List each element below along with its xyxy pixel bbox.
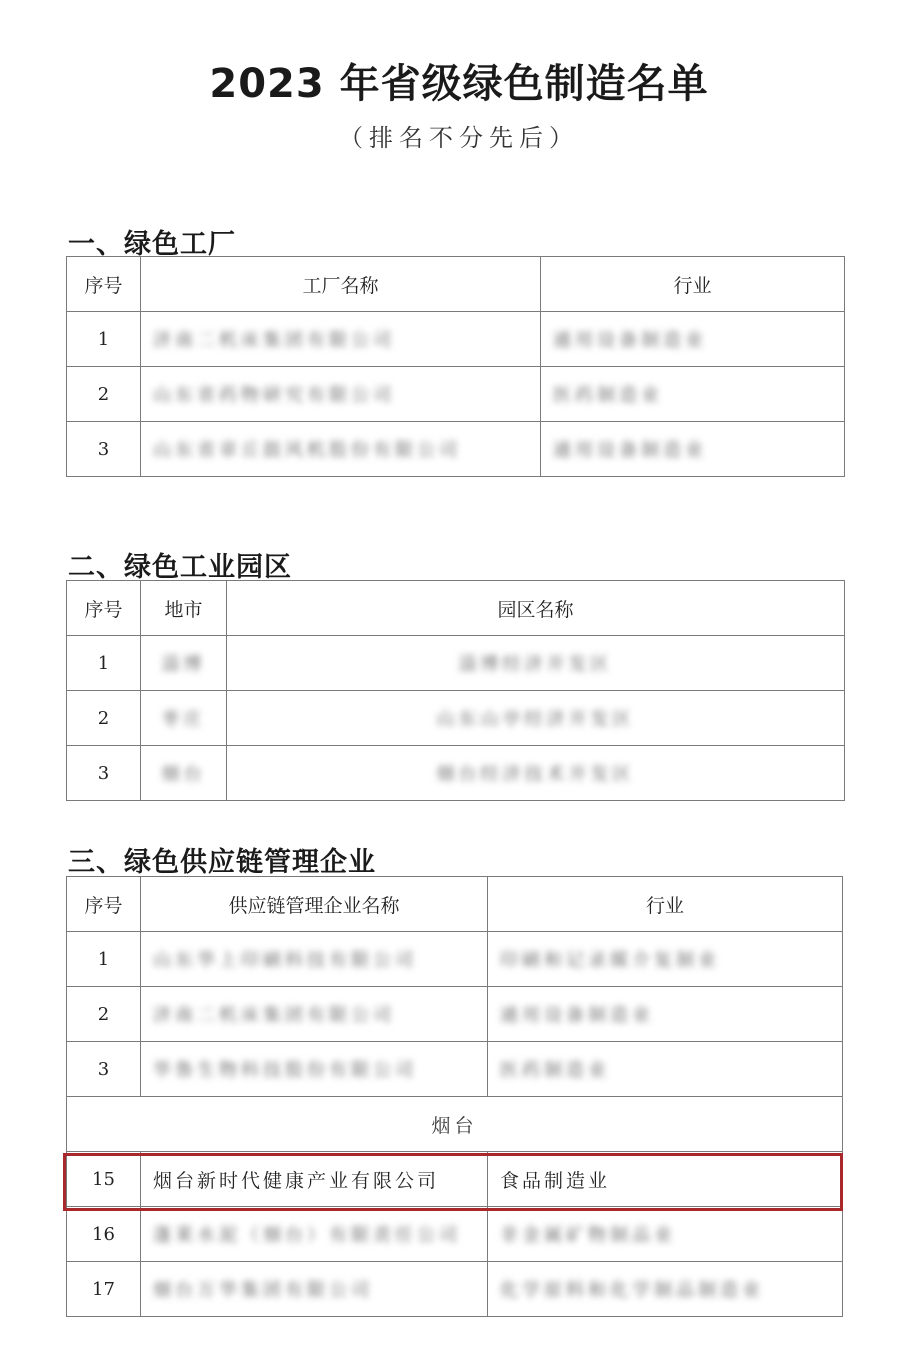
park-name: 淄博经济开发区 [458, 654, 613, 675]
table-row [67, 691, 845, 746]
section-heading-green-park: 二、绿色工业园区 [68, 552, 292, 583]
highlight-box [63, 1153, 843, 1211]
green-supply-chain-table [66, 876, 843, 1317]
row-num: 3 [67, 1042, 141, 1097]
table-row [67, 1262, 843, 1317]
park-name: 烟台经济技术开发区 [436, 764, 635, 785]
table-row [67, 1042, 843, 1097]
row-num: 15 [67, 1152, 141, 1207]
page-subtitle: （排名不分先后） [339, 124, 579, 152]
col-header-num: 序号 [67, 257, 141, 312]
row-num: 2 [67, 987, 141, 1042]
row-num: 17 [67, 1262, 141, 1317]
section-heading-green-supply-chain: 三、绿色供应链管理企业 [68, 847, 376, 878]
table-header-row [67, 581, 845, 636]
row-num: 3 [67, 746, 141, 801]
table-row [67, 367, 845, 422]
factory-name: 山东省药物研究有限公司 [153, 385, 395, 406]
section-heading-green-factory: 一、绿色工厂 [68, 229, 236, 260]
industry: 医药制造业 [553, 385, 663, 406]
row-num: 1 [67, 312, 141, 367]
table-row [67, 746, 845, 801]
col-header-num: 序号 [67, 877, 141, 932]
industry: 通用设备制造业 [553, 440, 707, 461]
table-row [67, 987, 843, 1042]
col-header-park-name: 园区名称 [227, 581, 845, 636]
factory-name: 济南二机床集团有限公司 [153, 330, 395, 351]
city: 烟台 [161, 764, 206, 785]
industry: 食品制造业 [488, 1152, 843, 1207]
table-header-row [67, 877, 843, 932]
company-name: 蓬莱水泥（烟台）有限责任公司 [153, 1225, 461, 1246]
industry: 医药制造业 [500, 1060, 610, 1081]
industry: 通用设备制造业 [500, 1005, 654, 1026]
table-row [67, 932, 843, 987]
region-row [67, 1097, 843, 1152]
park-name: 山东山亭经济开发区 [436, 709, 635, 730]
row-num: 2 [67, 367, 141, 422]
company-name: 山东华上印刷科技有限公司 [153, 950, 417, 971]
company-name: 济南二机床集团有限公司 [153, 1005, 395, 1026]
col-header-industry: 行业 [488, 877, 843, 932]
table-row [67, 422, 845, 477]
row-num: 1 [67, 636, 141, 691]
table-row [67, 636, 845, 691]
industry: 通用设备制造业 [553, 330, 707, 351]
industry: 非金属矿物制品业 [500, 1225, 676, 1246]
table-row [67, 1207, 843, 1262]
factory-name: 山东省章丘鼓风机股份有限公司 [153, 440, 461, 461]
page-title: 2023 年省级绿色制造名单 [209, 61, 709, 107]
city: 枣庄 [161, 709, 206, 730]
city: 淄博 [161, 654, 206, 675]
row-num: 1 [67, 932, 141, 987]
col-header-num: 序号 [67, 581, 141, 636]
region-label: 烟台 [67, 1097, 843, 1152]
industry: 化学原料和化学制品制造业 [500, 1280, 764, 1301]
row-num: 3 [67, 422, 141, 477]
col-header-industry: 行业 [541, 257, 845, 312]
col-header-city: 地市 [141, 581, 227, 636]
green-factory-table [66, 256, 845, 477]
row-num: 2 [67, 691, 141, 746]
company-name: 烟台万华集团有限公司 [153, 1280, 373, 1301]
table-row [67, 312, 845, 367]
table-header-row [67, 257, 845, 312]
row-num: 16 [67, 1207, 141, 1262]
company-name: 华鲁生物科技股份有限公司 [153, 1060, 417, 1081]
company-name: 烟台新时代健康产业有限公司 [141, 1152, 488, 1207]
col-header-company-name: 供应链管理企业名称 [141, 877, 488, 932]
green-park-table [66, 580, 845, 801]
col-header-factory-name: 工厂名称 [141, 257, 541, 312]
industry: 印刷和记录媒介复制业 [500, 950, 720, 971]
